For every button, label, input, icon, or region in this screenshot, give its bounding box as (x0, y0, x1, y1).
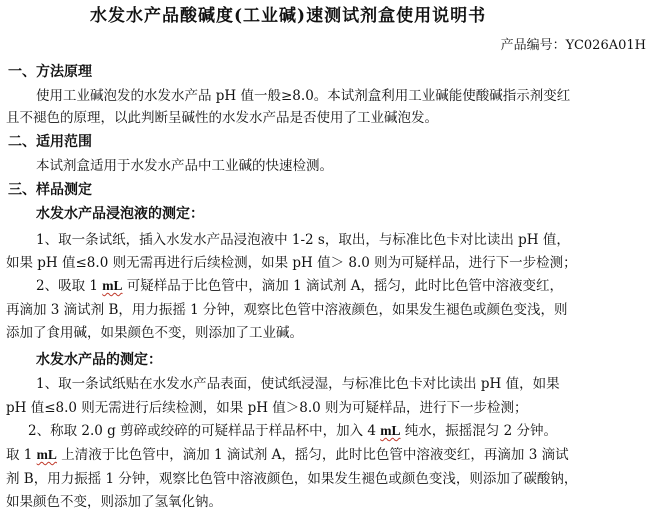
section-heading-principle: 一、方法原理 (8, 64, 92, 80)
paragraph-line: 添加了食用碱，如果颜色不变，则添加了工业碱。 (6, 325, 303, 341)
subsection-heading-product: 水发水产品的测定： (36, 352, 162, 368)
paragraph-line: 如果 pH 值≤8.0 则无需再进行后续检测，如果 pH 值＞ 8.0 则为可疑样品，进行下一步检测； (6, 255, 577, 271)
text-run: 上清液于比色管中，滴加 1 滴试剂 A，摇匀，此时比色管中溶液变红，再滴加 3 滴试 (56, 447, 569, 463)
text-run: 2、称取 2.0 g 剪碎或绞碎的可疑样品于样品杯中，加入 4 (28, 423, 381, 439)
paragraph-line: 且不褪色的原理，以此判断呈碱性的水发水产品是否使用了工业碱泡发。 (6, 110, 438, 126)
product-code: 产品编号：YC026A01H (500, 38, 646, 53)
text-run: 可疑样品于比色管中，滴加 1 滴试剂 A，摇匀，此时比色管中溶液变红， (122, 278, 564, 294)
paragraph-line (6, 445, 569, 465)
paragraph-line: pH 值≤8.0 则无需进行后续检测，如果 pH 值＞8.0 则为可疑样品，进行下一步检测； (6, 400, 528, 416)
paragraph-line (28, 421, 557, 441)
unit-ml: mL (102, 278, 123, 293)
paragraph-line (36, 276, 563, 296)
paragraph-line: 使用工业碱泡发的水发水产品 pH 值一般≥8.0。本试剂盒利用工业碱能使酸碱指示剂变红 (36, 88, 571, 104)
paragraph-line: 1、取一条试纸贴在水发水产品表面，使试纸浸湿，与标准比色卡对比读出 pH 值，如果 (36, 376, 560, 392)
unit-ml: mL (380, 423, 401, 438)
unit-ml: mL (36, 447, 57, 462)
section-heading-scope: 二、适用范围 (8, 134, 92, 150)
document-title: 水发水产品酸碱度(工业碱)速测试剂盒使用说明书 (90, 6, 487, 26)
text-run: 2、吸取 1 (36, 278, 103, 294)
text-run: 取 1 (6, 447, 37, 463)
text-run: 纯水，振摇混匀 2 分钟。 (400, 423, 557, 439)
paragraph-line: 再滴加 3 滴试剂 B，用力振摇 1 分钟，观察比色管中溶液颜色，如果发生褪色或颜色变浅，则 (6, 302, 568, 318)
paragraph-line: 如果颜色不变，则添加了氢氧化钠。 (6, 494, 222, 510)
paragraph-line: 本试剂盒适用于水发水产品中工业碱的快速检测。 (36, 158, 333, 174)
section-heading-sample-test: 三、样品测定 (8, 182, 92, 198)
subsection-heading-soak-liquid: 水发水产品浸泡液的测定： (36, 206, 204, 222)
paragraph-line: 剂 B，用力振摇 1 分钟，观察比色管中溶液颜色，如果发生褪色或颜色变浅，则添加了碳酸钠， (6, 471, 578, 487)
paragraph-line: 1、取一条试纸，插入水发水产品浸泡液中 1-2 s，取出，与标准比色卡对比读出 pH 值， (36, 232, 570, 248)
